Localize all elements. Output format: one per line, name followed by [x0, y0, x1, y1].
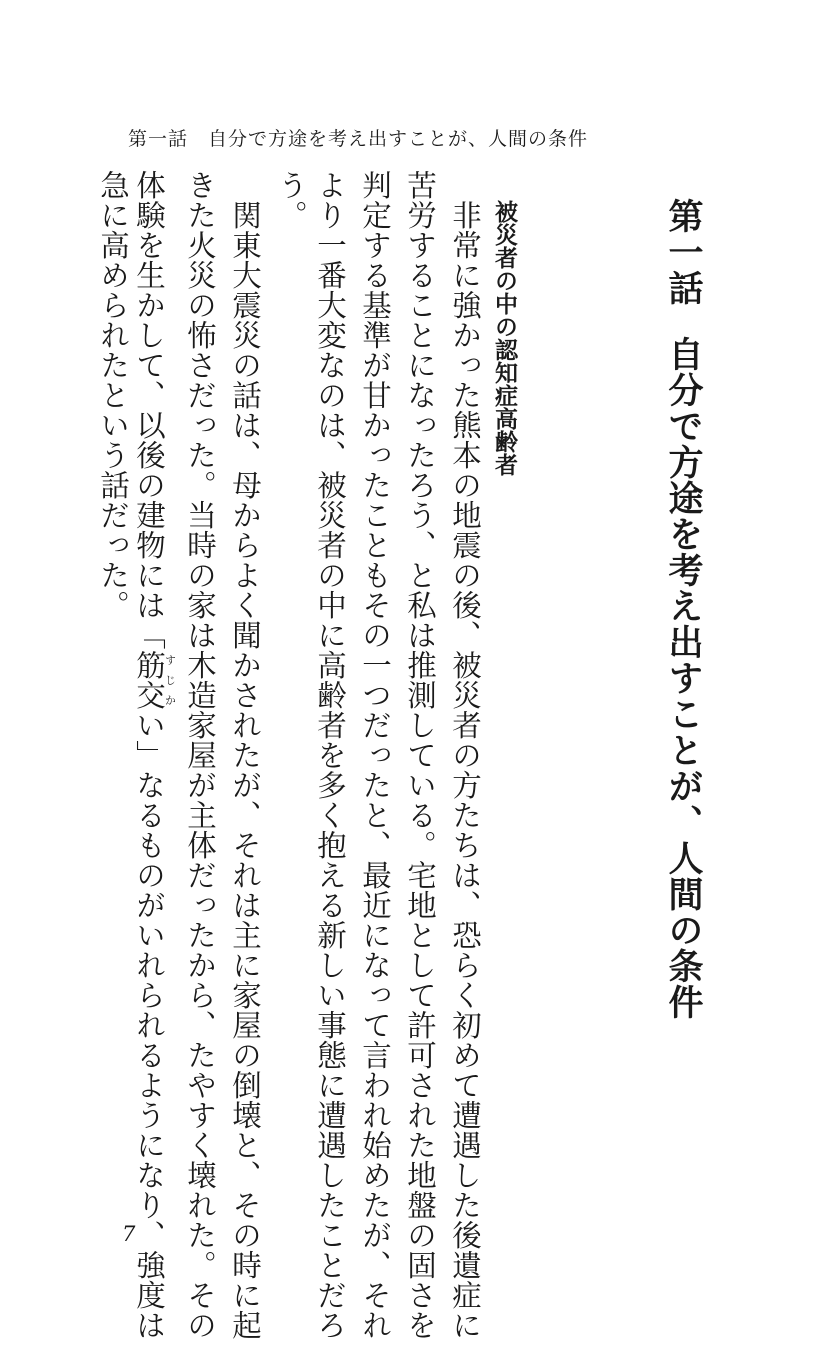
section-heading: 被災者の中の認知症高齢者: [491, 200, 517, 476]
body-line-4: より一番大変なのは、被災者の中に高齢者を多く抱える新しい事態に遭遇したことだろ: [313, 170, 347, 1340]
chapter-title-text: 自分で方途を考え出すことが、人間の条件: [663, 336, 704, 1020]
body-line-9: 急に高められたという話だった。: [96, 170, 130, 620]
page-number: 7: [122, 1222, 136, 1246]
ruby-base: 筋交: [132, 650, 166, 710]
chapter-title: [648, 198, 708, 1020]
body-line-8: [132, 170, 176, 1340]
ruby-reading: すじか: [163, 650, 177, 710]
body-line-7: きた火災の怖さだった。当時の家は木造家屋が主体だったから、たやすく壊れた。その: [183, 170, 217, 1340]
body-line-5: う。: [274, 170, 308, 230]
furigana-ruby: [132, 650, 177, 710]
chapter-number: 第一話: [663, 198, 704, 306]
body-line-3: 判定する基準が甘かったこともその一つだったと、最近になって言われ始めたが、それ: [358, 170, 392, 1340]
body-line-6: 関東大震災の話は、母からよく聞かされたが、それは主に家屋の倒壊と、その時に起: [228, 200, 262, 1340]
body-line-8-before: 体験を生かして、以後の建物には「: [132, 170, 166, 650]
body-line-1: 非常に強かった熊本の地震の後、被災者の方たちは、恐らく初めて遭遇した後遺症に: [448, 200, 482, 1340]
body-line-8-after: い」なるものがいれられるようになり、強度は: [132, 710, 166, 1340]
body-line-2: 苦労することになったろう、と私は推測している。宅地として許可された地盤の固さを: [403, 170, 437, 1340]
running-header: 第一話 自分で方途を考え出すことが、人間の条件: [128, 128, 589, 150]
